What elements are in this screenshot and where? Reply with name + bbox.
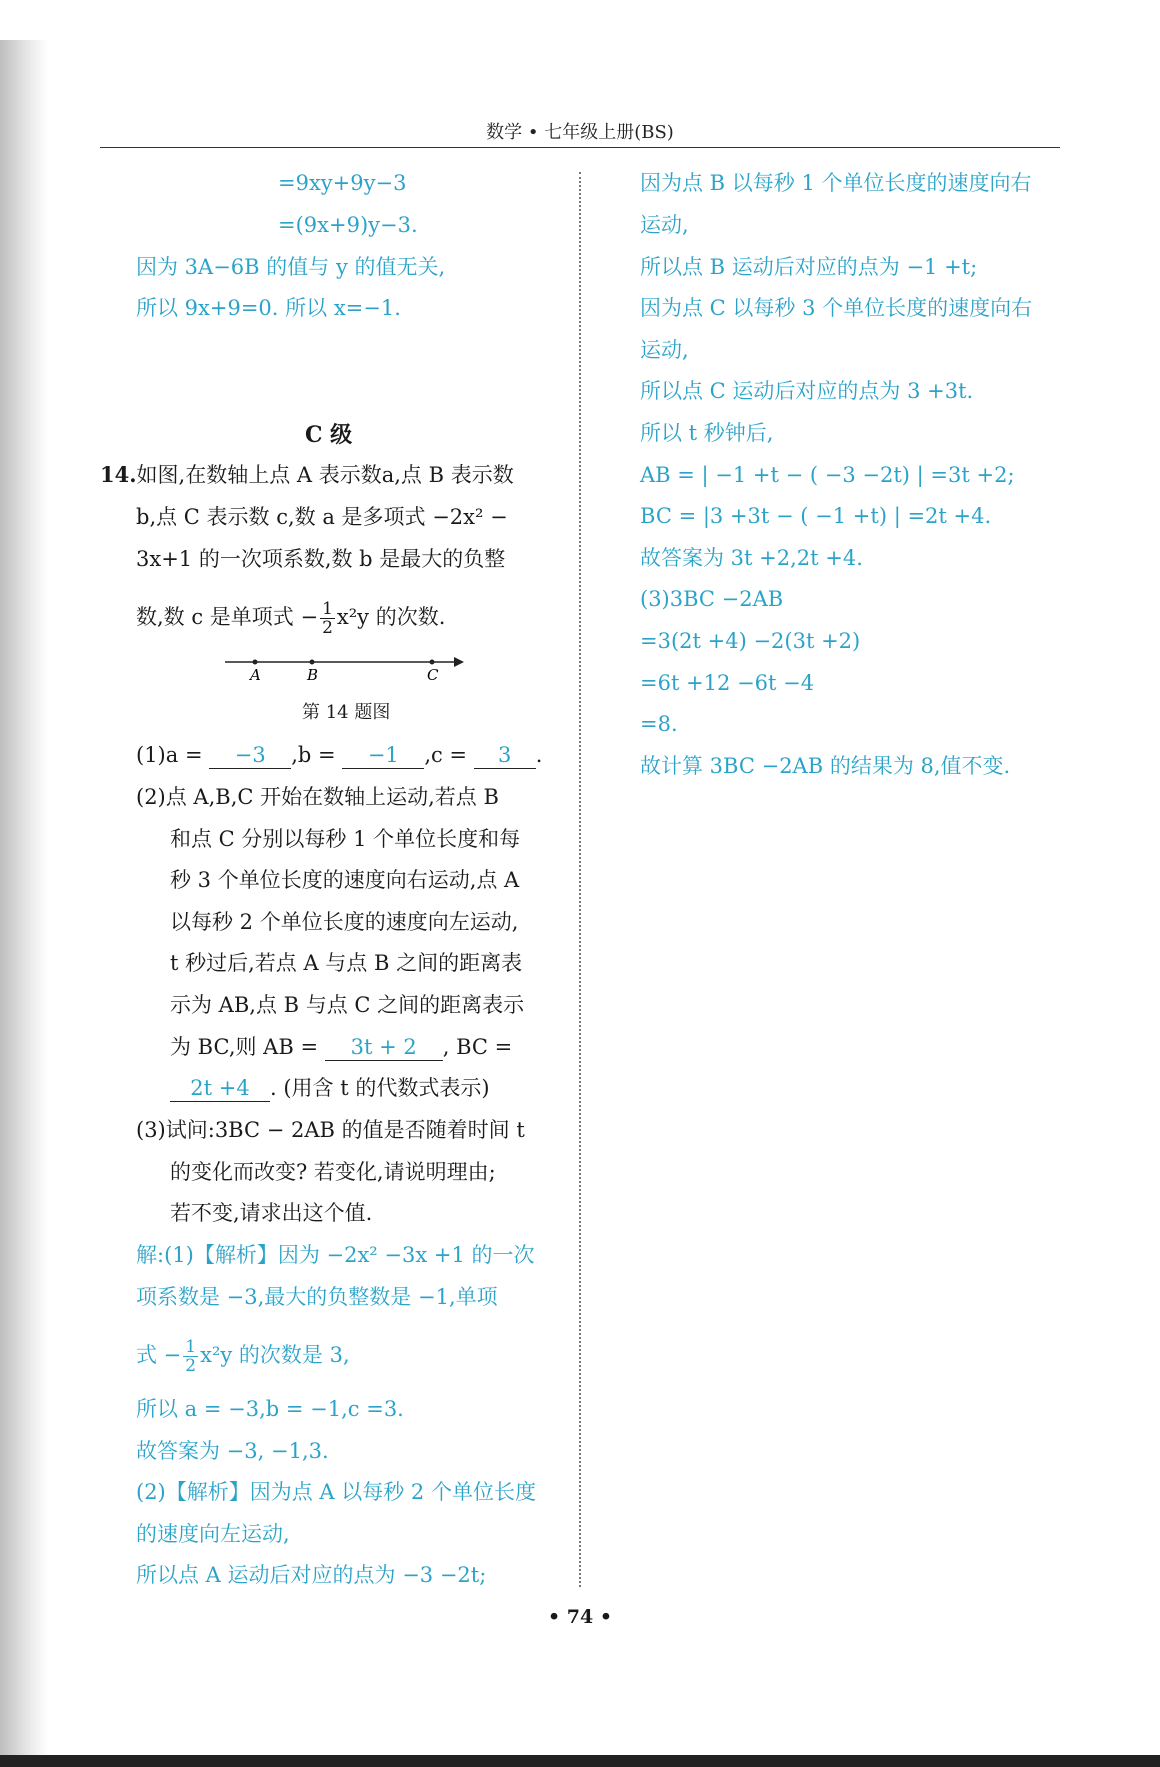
number-line-figure: [220, 650, 470, 692]
question-2-line-6: 示为 AB,点 B 与点 C 之间的距离表示: [170, 993, 525, 1017]
question-3-line-3: 若不变,请求出这个值.: [170, 1201, 373, 1225]
q1-label-a: (1)a =: [136, 743, 203, 767]
right-line-7: 所以 t 秒钟后,: [640, 421, 774, 445]
question-2-line-1: (2)点 A,B,C 开始在数轴上运动,若点 B: [136, 785, 499, 809]
q2-instruction: . (用含 t 的代数式表示): [270, 1076, 490, 1100]
right-line-10: 故答案为 3t +2,2t +4.: [640, 546, 863, 570]
right-line-1: 因为点 B 以每秒 1 个单位长度的速度向右: [640, 171, 1032, 195]
problem-14-line-2: b,点 C 表示数 c,数 a 是多项式 −2x² −: [136, 505, 508, 529]
problem-14-text-4-pre: 数,数 c 是单项式 −: [136, 605, 319, 629]
solution-1-text-pre: 式 −: [136, 1343, 182, 1367]
right-line-8: AB = | −1 +t − ( −3 −2t) | =3t +2;: [640, 463, 1015, 487]
q1-end: .: [535, 743, 543, 767]
question-1: [136, 740, 542, 770]
problem-14-text-4-post: x²y 的次数.: [336, 605, 446, 629]
answer-c: 3: [474, 742, 536, 769]
right-line-3: 所以点 B 运动后对应的点为 −1 +t;: [640, 255, 978, 279]
right-line-4: 因为点 C 以每秒 3 个单位长度的速度向右: [640, 296, 1033, 320]
q1-label-c: ,c =: [424, 743, 468, 767]
answer-bc: 2t +4: [170, 1075, 270, 1102]
solution-fraction-one-half: [183, 1338, 198, 1375]
left-top-line-3: 因为 3A−6B 的值与 y 的值无关,: [136, 255, 446, 279]
figure-caption: 第 14 题图: [302, 702, 391, 723]
solution-1-line-3: [136, 1338, 350, 1375]
answer-a: −3: [209, 742, 291, 769]
question-3-line-1: (3)试问:3BC − 2AB 的值是否随着时间 t: [136, 1118, 525, 1142]
right-line-12: =3(2t +4) −2(3t +2): [640, 629, 861, 653]
question-2-line-4: 以每秒 2 个单位长度的速度向左运动,: [170, 910, 519, 934]
section-title: C 级: [305, 422, 353, 448]
right-line-13: =6t +12 −6t −4: [640, 671, 815, 695]
right-line-11: (3)3BC −2AB: [640, 587, 784, 611]
right-line-9: BC = |3 +3t − ( −1 +t) | =2t +4.: [640, 504, 992, 528]
right-line-5: 运动,: [640, 338, 689, 362]
answer-b: −1: [342, 742, 424, 769]
question-3-line-2: 的变化而改变? 若变化,请说明理由;: [170, 1160, 496, 1184]
left-top-line-1: =9xy+9y−3: [278, 171, 407, 195]
solution-1-line-5: 故答案为 −3, −1,3.: [136, 1439, 329, 1463]
left-top-line-4: 所以 9x+9=0. 所以 x=−1.: [136, 296, 401, 320]
q2-bc-label: , BC =: [442, 1035, 513, 1059]
answer-ab: 3t + 2: [325, 1034, 443, 1061]
q2-ab-label: 为 BC,则 AB =: [170, 1035, 319, 1059]
problem-14-line-1: [100, 460, 514, 490]
label-c: C: [427, 666, 439, 684]
problem-14-line-4: [136, 600, 445, 637]
left-top-line-2: =(9x+9)y−3.: [278, 213, 418, 237]
problem-number: 14.: [100, 462, 137, 487]
q1-label-b: ,b =: [291, 743, 336, 767]
header-rule: [100, 147, 1060, 148]
right-line-6: 所以点 C 运动后对应的点为 3 +3t.: [640, 379, 974, 403]
page-shadow: [0, 40, 48, 1760]
problem-14-text-1: 如图,在数轴上点 A 表示数a,点 B 表示数: [136, 463, 514, 487]
solution-1-line-4: 所以 a = −3,b = −1,c =3.: [136, 1397, 404, 1421]
page-header: 数学 • 七年级上册(BS): [486, 122, 674, 143]
solution-fraction-denominator: 2: [185, 1356, 197, 1376]
solution-2-line-3: 所以点 A 运动后对应的点为 −3 −2t;: [136, 1563, 487, 1587]
question-2-line-2: 和点 C 分别以每秒 1 个单位长度和每: [170, 827, 521, 851]
page-number: • 74 •: [548, 1606, 612, 1628]
solution-2-line-1: (2)【解析】因为点 A 以每秒 2 个单位长度: [136, 1480, 536, 1504]
question-2-line-5: t 秒过后,若点 A 与点 B 之间的距离表: [170, 951, 523, 975]
point-c: [430, 660, 435, 665]
question-2-line-7: [170, 1032, 512, 1062]
right-line-2: 运动,: [640, 213, 689, 237]
bottom-bar: [0, 1755, 1160, 1767]
right-line-14: =8.: [640, 712, 678, 736]
question-2-line-8: [170, 1073, 490, 1103]
solution-2-line-2: 的速度向左运动,: [136, 1522, 290, 1546]
right-line-15: 故计算 3BC −2AB 的结果为 8,值不变.: [640, 754, 1011, 778]
solution-1-line-2: 项系数是 −3,最大的负整数是 −1,单项: [136, 1285, 498, 1309]
fraction-one-half: [320, 600, 335, 637]
problem-14-line-3: 3x+1 的一次项系数,数 b 是最大的负整: [136, 547, 506, 571]
solution-1-text-post: x²y 的次数是 3,: [200, 1343, 350, 1367]
column-divider: [579, 172, 581, 1587]
label-a: A: [250, 666, 261, 684]
solution-fraction-numerator: 1: [185, 1337, 197, 1357]
fraction-numerator: 1: [322, 599, 333, 619]
fraction-denominator: 2: [322, 618, 333, 638]
point-b: [310, 660, 315, 665]
label-b: B: [307, 666, 319, 684]
question-2-line-3: 秒 3 个单位长度的速度向右运动,点 A: [170, 868, 520, 892]
point-a: [253, 660, 258, 665]
solution-1-line-1: 解:(1)【解析】因为 −2x² −3x +1 的一次: [136, 1243, 535, 1267]
